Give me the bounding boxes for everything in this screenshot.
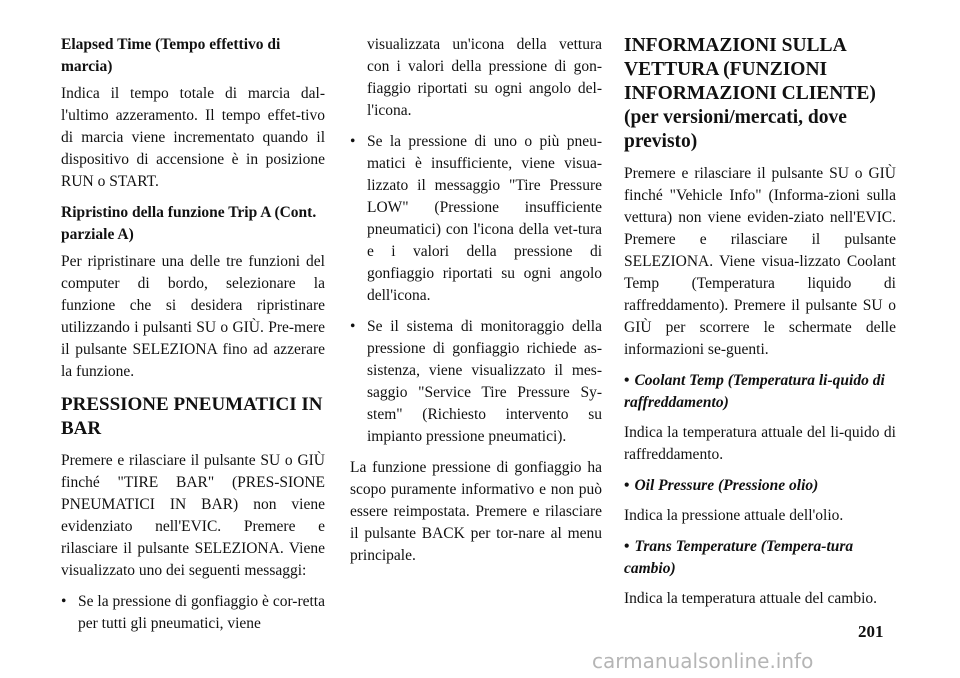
list-item-text: visualizzata un'icona della vettura con i valori della pressione di gon-fiaggio riportati su ogni angolo del-l'icona. [367, 36, 602, 119]
bullet-icon: • [350, 133, 356, 150]
bullet-icon: • [624, 538, 630, 555]
paragraph-vehicle-info: Premere e rilasciare il pulsante SU o GIÙ finché "Vehicle Info" (Informa-zioni sulla vettura) non viene eviden-ziato nell'EVIC. Premere e rilasciare il pulsante SELEZIONA. Viene visua-lizzato Coolant Temp (Temperatura liquido di raffreddamento). Premere il pulsante SU o GIÙ per scorrere le schermate delle informazioni se-guenti. [624, 165, 896, 358]
section-title-tire-pressure: PRESSIONE PNEUMATICI IN BAR [61, 394, 323, 439]
column-middle [350, 34, 602, 576]
bullet-icon: • [350, 318, 356, 335]
bullet-icon: • [624, 372, 630, 389]
paragraph-tire-info-note: La funzione pressione di gonfiaggio ha scopo puramente informativo e non può essere reimpostata. Premere e rilasciare il pulsante BACK per tor-nare al menu principale. [350, 459, 602, 564]
column-left [61, 34, 325, 644]
tire-messages-list [61, 591, 325, 635]
paragraph-oil-pressure: Indica la pressione attuale dell'olio. [624, 507, 844, 524]
list-item-text: Se la pressione di gonfiaggio è cor-retta per tutti gli pneumatici, viene [78, 593, 325, 632]
list-item-text: Se il sistema di monitoraggio della pressione di gonfiaggio richiede as-sistenza, viene visualizzato il mes-saggio "Service Tire Pressure Sy-stem" (Richiesto intervento su impianto pressione pneumatici). [367, 318, 602, 445]
section-title-vehicle-info: INFORMAZIONI SULLA VETTURA (FUNZIONI INFORMAZIONI CLIENTE) (per versioni/mercati, dove previsto) [624, 35, 876, 152]
list-item-continuation [350, 34, 602, 122]
paragraph-coolant-temp: Indica la temperatura attuale del li-quido di raffreddamento. [624, 424, 896, 463]
item-coolant-temp [624, 370, 896, 414]
paragraph-reset-trip-a: Per ripristinare una delle tre funzioni del computer di bordo, selezionare la funzione che si desidera ripristinare utilizzando i pulsanti SU o GIÙ. Pre-mere il pulsante SELEZIONA fino ad azzerare la funzione. [61, 253, 325, 380]
bullet-icon: • [624, 477, 630, 494]
list-item [350, 316, 602, 448]
item-trans-temperature-label: Trans Temperature (Tempera-tura cambio) [624, 538, 854, 577]
bullet-icon: • [61, 593, 67, 610]
column-right [624, 34, 896, 619]
list-item [61, 591, 325, 635]
heading-reset-trip-a: Ripristino della funzione Trip A (Cont. parziale A) [61, 204, 317, 243]
page-number: 201 [858, 622, 884, 641]
item-oil-pressure-label: Oil Pressure (Pressione olio) [634, 477, 819, 494]
item-coolant-temp-label: Coolant Temp (Temperatura li-quido di raffreddamento) [624, 372, 885, 411]
heading-elapsed-time: Elapsed Time (Tempo effettivo di marcia) [61, 36, 281, 75]
paragraph-tire-pressure: Premere e rilasciare il pulsante SU o GIÙ finché "TIRE BAR" (PRES-SIONE PNEUMATICI IN BAR) non viene evidenziato nell'EVIC. Premere e rilasciare il pulsante SELEZIONA. Viene visualizzato uno dei seguenti messaggi: [61, 452, 325, 579]
watermark: carmanualsonline.info [592, 649, 814, 673]
tire-messages-list-continued [350, 34, 602, 448]
paragraph-elapsed-time: Indica il tempo totale di marcia dal-l'ultimo azzeramento. Il tempo effet-tivo di marcia viene incrementato quando il dispositivo di accensione è in posizione RUN o START. [61, 85, 325, 190]
item-trans-temperature [624, 536, 896, 580]
paragraph-trans-temperature: Indica la temperatura attuale del cambio. [624, 590, 878, 607]
item-oil-pressure [624, 475, 896, 497]
list-item [350, 131, 602, 307]
list-item-text: Se la pressione di uno o più pneu-matici è insufficiente, viene visua-lizzato il messaggio "Tire Pressure LOW" (Pressione insufficiente pneumatici) con l'icona della vet-tura e i valori della pressione di gonfiaggio riportati su ogni angolo dell'icona. [367, 133, 602, 304]
